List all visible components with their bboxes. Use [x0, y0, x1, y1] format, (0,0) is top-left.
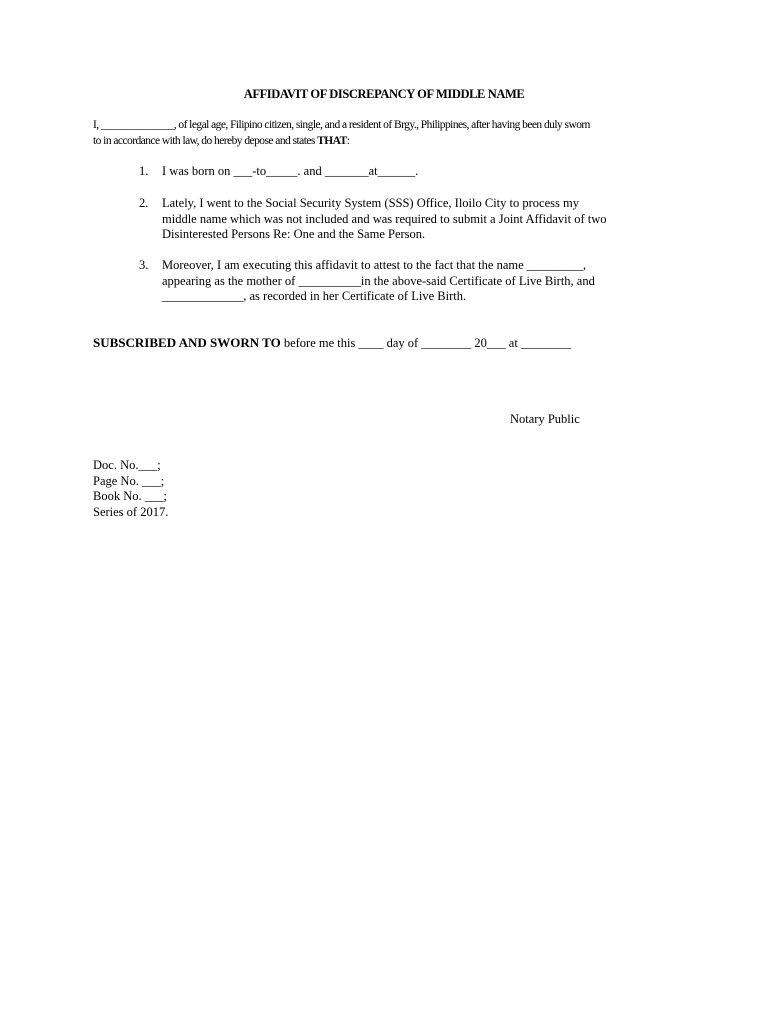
item-body — [162, 258, 702, 305]
item-3-line-2: appearing as the mother of __________in the above-said Certificate of Live Birth, and — [162, 273, 595, 288]
document-title: AFFIDAVIT OF DISCREPANCY OF MIDDLE NAME — [243, 87, 525, 101]
page-no: Page No. ___; — [93, 473, 165, 488]
item-number: 1. — [139, 164, 149, 178]
item-3-line-3: _____________, as recorded in her Certificate of Live Birth. — [162, 289, 467, 303]
item-1-line-1: I was born on ___-to_____. and _______at______. — [162, 164, 419, 178]
item-body — [162, 196, 702, 243]
intro-line-1: I, ______________, of legal age, Filipino citizen, single, and a resident of Brgy., Philippines, after having been duly sworn — [93, 119, 590, 131]
item-3-line-1: Moreover, I am executing this affidavit to attest to the fact that the name _________, — [162, 258, 587, 272]
notary-public-label: Notary Public — [510, 412, 580, 426]
that-keyword: THAT — [317, 134, 347, 147]
item-2-line-2: middle name which was not included and was required to submit a Joint Affidavit of two — [162, 211, 607, 226]
intro-line-2 — [93, 134, 683, 150]
document-reference-block — [93, 458, 168, 520]
subscribed-sworn-line — [93, 335, 693, 351]
intro-line-2-text: to in accordance with law, do hereby depose and states — [93, 134, 318, 147]
item-number: 2. — [139, 196, 149, 210]
item-2-line-3: Disinterested Persons Re: One and the Same Person. — [162, 227, 426, 241]
series-year: Series of 2017. — [93, 504, 169, 519]
intro-line-2-colon: : — [346, 134, 350, 147]
subscribed-sworn-text: before me this ____ day of ________ 20___ at ________ — [280, 336, 571, 350]
book-no: Book No. ___; — [93, 489, 167, 504]
item-number: 3. — [139, 258, 149, 272]
item-2-line-1: Lately, I went to the Social Security System (SSS) Office, Iloilo City to process my — [162, 196, 579, 210]
doc-no: Doc. No.___; — [93, 458, 161, 472]
subscribed-sworn-heading: SUBSCRIBED AND SWORN TO — [93, 335, 281, 350]
intro-paragraph — [93, 118, 683, 149]
item-body — [162, 164, 702, 180]
